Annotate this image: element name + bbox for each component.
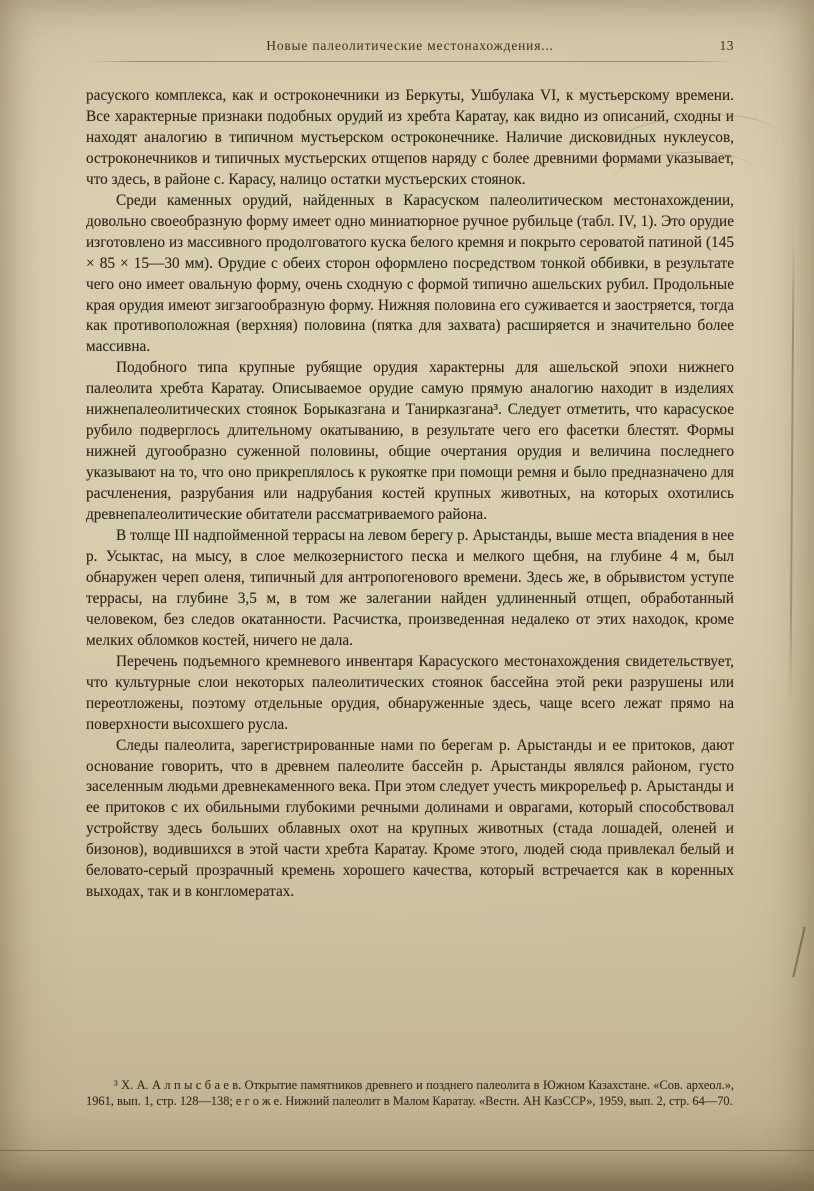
footnote-text: ³ Х. А. А л п ы с б а е в. Открытие памятников древнего и позднего палеолита в Южном Казахстане. «Сов. археол.», 1961, вып. 1, стр. 128—138; е г о ж е. Нижний палеолит в Малом Каратау. «Вестн. АН КазССР», 1959, вып. 2, стр. 64—70.: [86, 1077, 734, 1109]
page-header: [86, 38, 734, 54]
body-paragraph: Подобного типа крупные рубящие орудия характерны для ашельской эпохи нижнего палеолита хребта Каратау. Описываемое орудие самую прямую аналогию находит в изделиях нижнепалеолитических стоянок Борыказгана и Танирказгана³. Следует отметить, что карасуское рубило подверглось длительному окатыванию, в результате чего его фасетки блестят. Формы нижней дугообразно суженной половины, общие очертания орудия и величина последнего указывают на то, что оно прикреплялось к рукоятке при помощи ремня и было предназначено для расчленения, разрубания или надрубания костей крупных животных, на которых охотились древнепалеолитические обитатели рассматриваемого района.: [86, 359, 734, 524]
body-paragraph: Следы палеолита, зарегистрированные нами по берегам р. Арыстанды и ее притоков, дают основание говорить, что в древнем палеолите бассейн р. Арыстанды являлся районом, густо заселенным людьми древнекаменного века. При этом следует учесть микрорельеф р. Арыстанды и ее притоков с их обильными глубокими речными долинами и оврагами, который способствовал устройству здесь больших облавных охот на крупных животных (стада лошадей, оленей и бизонов), водившихся в этой части хребта Каратау. Кроме этого, людей сюда привлекал белый и беловато-серый прозрачный кремень хорошего качества, который встречается как в коренных выходах, так и в конгломератах.: [86, 736, 734, 901]
running-title: Новые палеолитические местонахождения...: [266, 38, 554, 53]
page-content: [86, 38, 734, 1110]
page-bottom-edge-shadow: [0, 1150, 814, 1191]
pencil-slash-mark: [792, 926, 806, 977]
scan-crease-line: [789, 238, 794, 706]
footnote-block: [86, 1077, 734, 1110]
body-paragraph: расуского комплекса, как и остроконечники из Беркуты, Ушбулака VI, к мустьерскому времени. Все характерные признаки подобных орудий из хребта Каратау, как видно из описаний, сходны и находят аналогию в типичном мустьерском остроконечнике. Наличие дисковидных нуклеусов, остроконечников и типичных мустьерских отщепов наряду с более древними формами указывает, что здесь, в районе с. Карасу, налицо остатки мустьерских стоянок.: [86, 87, 734, 188]
body-paragraph: В толще III надпойменной террасы на левом берегу р. Арыстанды, выше места впадения в нее р. Усыктас, на мысу, в слое мелкозернистого песка и мелкого щебня, на глубине 4 м, был обнаружен череп оленя, типичный для антропогенового времени. Здесь же, в обрывистом уступе террасы, на глубине 3,5 м, в том же залегании найден удлиненный отщеп, обработанный человеком, без следов окатанности. Расчистка, произведенная недалеко от этих находок, кроме мелких обломков костей, ничего не дала.: [86, 527, 734, 649]
body-paragraph: Среди каменных орудий, найденных в Карасуском палеолитическом местонахождении, довольно своеобразную форму имеет одно миниатюрное ручное рубильце (табл. IV, 1). Это орудие изготовлено из массивного продолговатого куска белого кремня и покрыто сероватой патиной (145 × 85 × 15—30 мм). Орудие с обеих сторон оформлено посредством тонкой оббивки, в результате чего оно имеет овальную форму, очень сходную с формой типично ашельских рубил. Продольные края орудия имеют зигзагообразную форму. Нижняя половина его суживается и заостряется, тогда как противоположная (верхняя) половина (пятка для захвата) расширяется и значительно более массивна.: [86, 191, 734, 356]
header-rule: [86, 61, 734, 62]
body-paragraph: Перечень подъемного кремневого инвентаря Карасуского местонахождения свидетельствует, что культурные слои некоторых палеолитических стоянок бассейна этой реки разрушены или переотложены, поэтому отдельные орудия, обнаруженные здесь, чаще всего лежат прямо на поверхности высохшего русла.: [86, 652, 734, 733]
body-text: [86, 86, 734, 903]
page-number: 13: [719, 38, 734, 53]
